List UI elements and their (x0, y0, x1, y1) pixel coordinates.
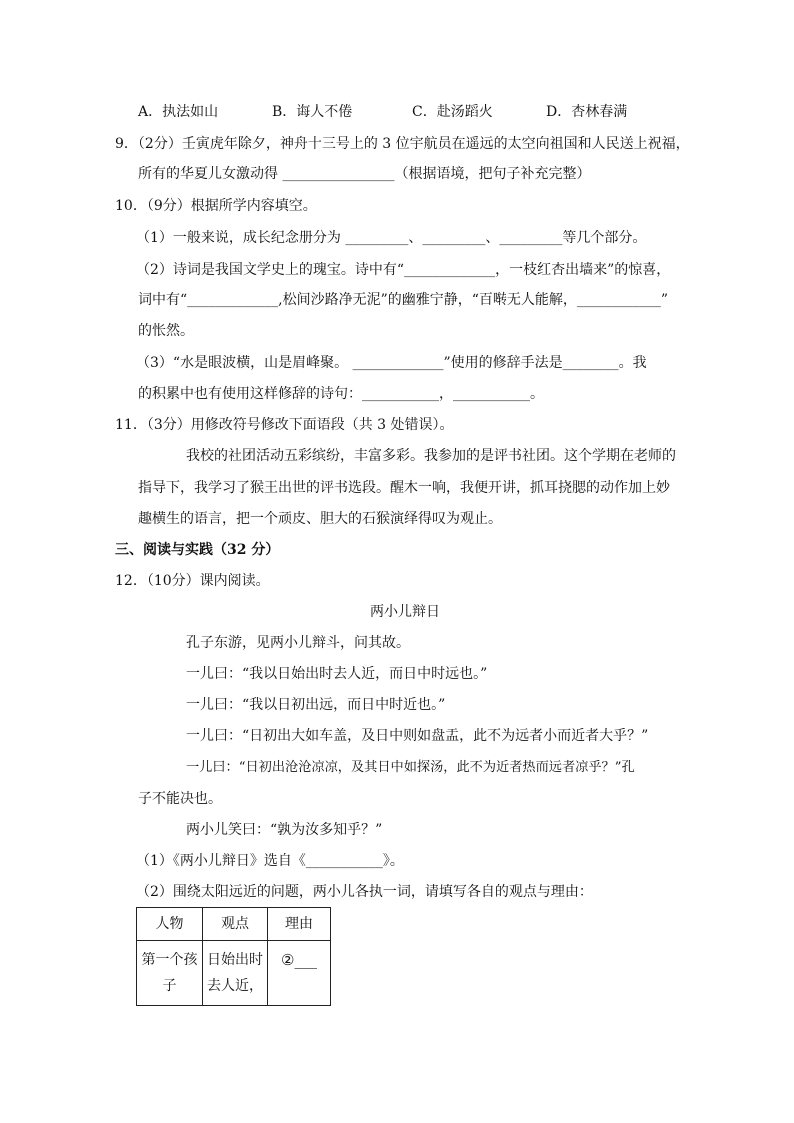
q10-title: 10．（9分）根据所学内容填空。 (115, 198, 317, 214)
passage-line-3: 一儿曰：“我以日初出远，而日中时近也。” (186, 697, 446, 713)
q10-part-2-line-1: （2）诗词是我国文学史上的瑰宝。诗中有“_____________，一枝红杏出墙来”的惊喜， (136, 262, 671, 278)
answer-table (136, 907, 331, 1006)
q8-option-a: A．执法如山 (138, 104, 219, 120)
cell-view-line-2: 去人近， (207, 978, 263, 994)
cell-person-line-1: 第一个孩 (141, 952, 198, 968)
q11-paragraph-line-1: 我校的社团活动五彩缤纷，丰富多彩。我参加的是评书社团。这个学期在老师的 (186, 448, 676, 464)
q8-option-b: B．诲人不倦 (272, 104, 353, 120)
q10-part-1: （1）一般来说，成长纪念册分为 _________、_________、_________等几个部分。 (136, 230, 647, 246)
cell-reason[interactable] (268, 941, 331, 1006)
table-header-row (137, 908, 331, 941)
passage-line-1: 孔子东游，见两小儿辩斗，问其故。 (186, 635, 410, 651)
q10-part-3-line-1: （3）“水是眼波横，山是眉峰聚。 _____________”使用的修辞手法是________。我 (136, 355, 647, 371)
passage-line-5-cont: 子不能决也。 (138, 791, 222, 807)
q11-title: 11．（3分）用修改符号修改下面语段（共 3 处错误）。 (115, 417, 454, 433)
q9-line-2: 所有的华夏儿女激动得 ________________（根据语境，把句子补充完整） (138, 166, 591, 182)
passage-line-6: 两小儿笑曰：“孰为汝多知乎？” (186, 822, 383, 838)
passage-title: 两小儿辩日 (370, 604, 440, 620)
q12-sub-2: （2）围绕太阳远近的问题，两小儿各执一词，请填写各自的观点与理由： (136, 884, 593, 900)
q10-part-2-line-3: 的怅然。 (138, 323, 194, 339)
cell-view (203, 941, 268, 1006)
q12-sub-1: （1）《两小儿辩日》选自《___________》。 (136, 853, 404, 869)
q12-title: 12．（10分）课内阅读。 (115, 573, 270, 589)
passage-line-4: 一儿曰：“日初出大如车盖，及日中则如盘盂，此不为远者小而近者大乎？” (186, 728, 649, 744)
cell-reason-blank[interactable]: ②___ (281, 951, 317, 969)
q11-paragraph-line-2: 指导下，我学习了猴王出世的评书选段。醒木一响，我便开讲，抓耳挠腮的动作加上妙 (138, 480, 670, 496)
cell-view-line-1: 日始出时 (207, 952, 263, 968)
passage-line-2: 一儿曰：“我以日始出时去人近，而日中时远也。” (186, 666, 488, 682)
header-reason: 理由 (268, 908, 331, 941)
passage-line-5: 一儿曰：“日初出沧沧凉凉，及其日中如探汤，此不为近者热而远者凉乎？”孔 (186, 760, 635, 775)
q11-paragraph-line-3: 趣横生的语言，把一个顽皮、胆大的石猴演绎得叹为观止。 (138, 511, 502, 527)
cell-person-line-2: 子 (162, 978, 177, 994)
q9-line-1: 9．（2分）壬寅虎年除夕，神舟十三号上的 3 位宇航员在遥远的太空向祖国和人民送上祝福， (115, 136, 690, 152)
q8-option-d: D．杏林春满 (546, 104, 628, 120)
q10-part-3-line-2: 的积累中也有使用这样修辞的诗句：___________，___________。 (138, 386, 544, 402)
cell-person (137, 941, 203, 1006)
q8-option-c: C．赴汤蹈火 (412, 104, 493, 120)
q10-part-2-line-2: 词中有“_____________,松间沙路净无泥”的幽雅宁静，“百啭无人能解，____________” (138, 292, 669, 308)
table-row (137, 941, 331, 1006)
header-person: 人物 (137, 908, 203, 941)
section-3-heading: 三、阅读与实践（32 分） (115, 542, 280, 558)
header-view: 观点 (203, 908, 268, 941)
